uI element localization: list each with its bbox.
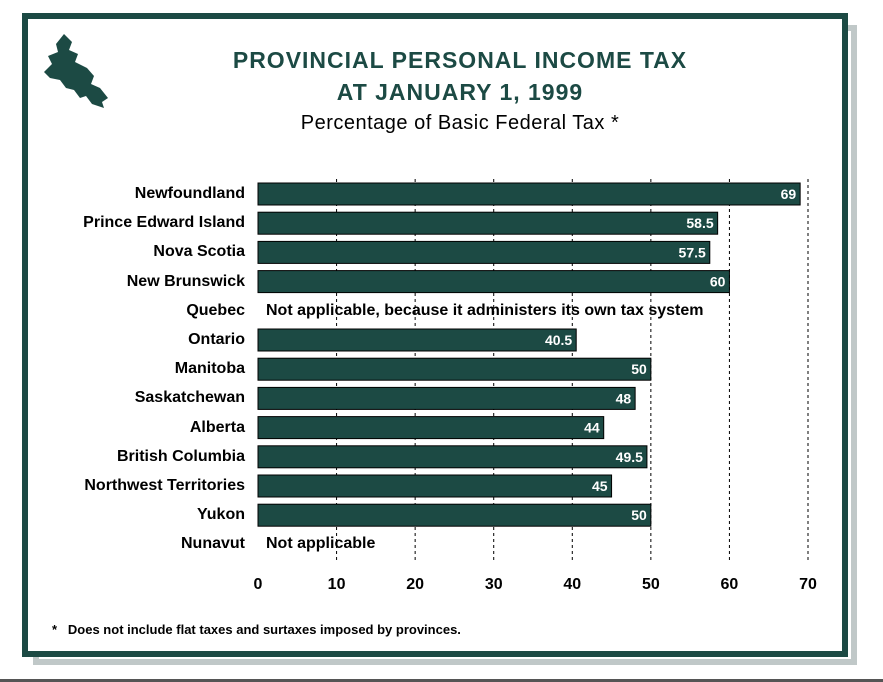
x-tick-label: 60 [720, 576, 739, 593]
not-applicable-annotation: Not applicable, because it administers its own tax system [266, 301, 704, 319]
data-label: 50 [631, 361, 647, 378]
data-label: 50 [631, 507, 647, 524]
footnote-marker: * [52, 622, 58, 637]
category-label: Nova Scotia [153, 243, 245, 261]
category-label: Nunavut [181, 535, 245, 553]
bar [258, 329, 576, 351]
category-label: Newfoundland [134, 185, 245, 202]
data-label: 45 [591, 478, 608, 494]
category-label: Manitoba [174, 360, 245, 378]
chart-subtitle: Percentage of Basic Federal Tax * [300, 112, 620, 134]
footnote [52, 622, 461, 637]
data-label: 48 [615, 390, 632, 407]
x-tick-label: 10 [327, 576, 346, 593]
data-label: 69 [780, 186, 797, 202]
bar [258, 387, 635, 409]
data-label: 49.5 [615, 448, 643, 465]
data-label: 57.5 [678, 244, 706, 261]
data-label: 44 [584, 419, 600, 436]
category-label: Prince Edward Island [83, 214, 245, 232]
category-label: Alberta [189, 418, 245, 436]
category-label: Saskatchewan [134, 389, 245, 407]
x-tick-label: 70 [799, 576, 817, 593]
category-label: Quebec [186, 301, 245, 319]
chart-title-line2: AT JANUARY 1, 1999 [336, 79, 584, 105]
bar [258, 417, 604, 439]
bar [258, 212, 718, 234]
bar [258, 241, 710, 263]
not-applicable-annotation: Not applicable [266, 535, 376, 553]
category-label: Northwest Territories [84, 477, 245, 494]
bar [258, 475, 612, 497]
category-label: New Brunswick [126, 272, 245, 290]
bar [258, 446, 647, 468]
x-tick-label: 0 [253, 576, 263, 593]
data-label: 58.5 [686, 215, 714, 232]
x-tick-label: 40 [563, 576, 582, 593]
category-label: British Columbia [116, 447, 245, 465]
data-label: 60 [709, 273, 726, 290]
bar [258, 504, 651, 526]
x-tick-label: 50 [641, 576, 660, 593]
x-tick-label: 20 [406, 576, 425, 593]
category-label: Ontario [188, 331, 245, 348]
bar [258, 271, 729, 293]
bar [258, 183, 800, 205]
chart-title: PROVINCIAL PERSONAL INCOME TAX [232, 47, 688, 73]
x-tick-label: 30 [484, 576, 503, 593]
bar [258, 358, 651, 380]
data-label: 40.5 [544, 332, 573, 348]
category-label: Yukon [196, 506, 245, 524]
footnote-text: Does not include flat taxes and surtaxes imposed by provinces. [67, 622, 461, 637]
